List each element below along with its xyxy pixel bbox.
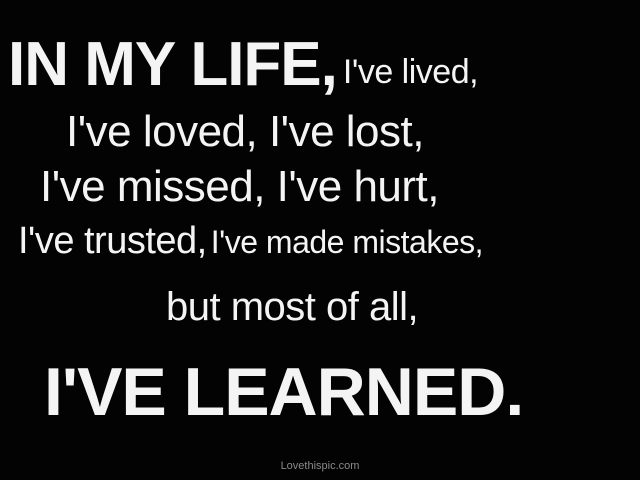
- quote-line-4-part-b: I've made mistakes,: [210, 224, 483, 260]
- quote-conclusion: I'VE LEARNED.: [44, 354, 524, 430]
- quote-line-4-part-a: I've trusted,: [18, 220, 207, 262]
- quote-line-5: but most of all,: [166, 285, 419, 329]
- quote-line-1-tail: I've lived,: [342, 53, 479, 91]
- quote-line-4: [18, 222, 483, 260]
- quote-line-2: I've loved, I've lost,: [66, 107, 424, 156]
- quote-line-1: [8, 30, 479, 99]
- watermark-text: Lovethispic.com: [280, 460, 360, 472]
- quote-line-3: I've missed, I've hurt,: [40, 162, 440, 211]
- quote-line-1-heading: IN MY LIFE,: [8, 30, 337, 99]
